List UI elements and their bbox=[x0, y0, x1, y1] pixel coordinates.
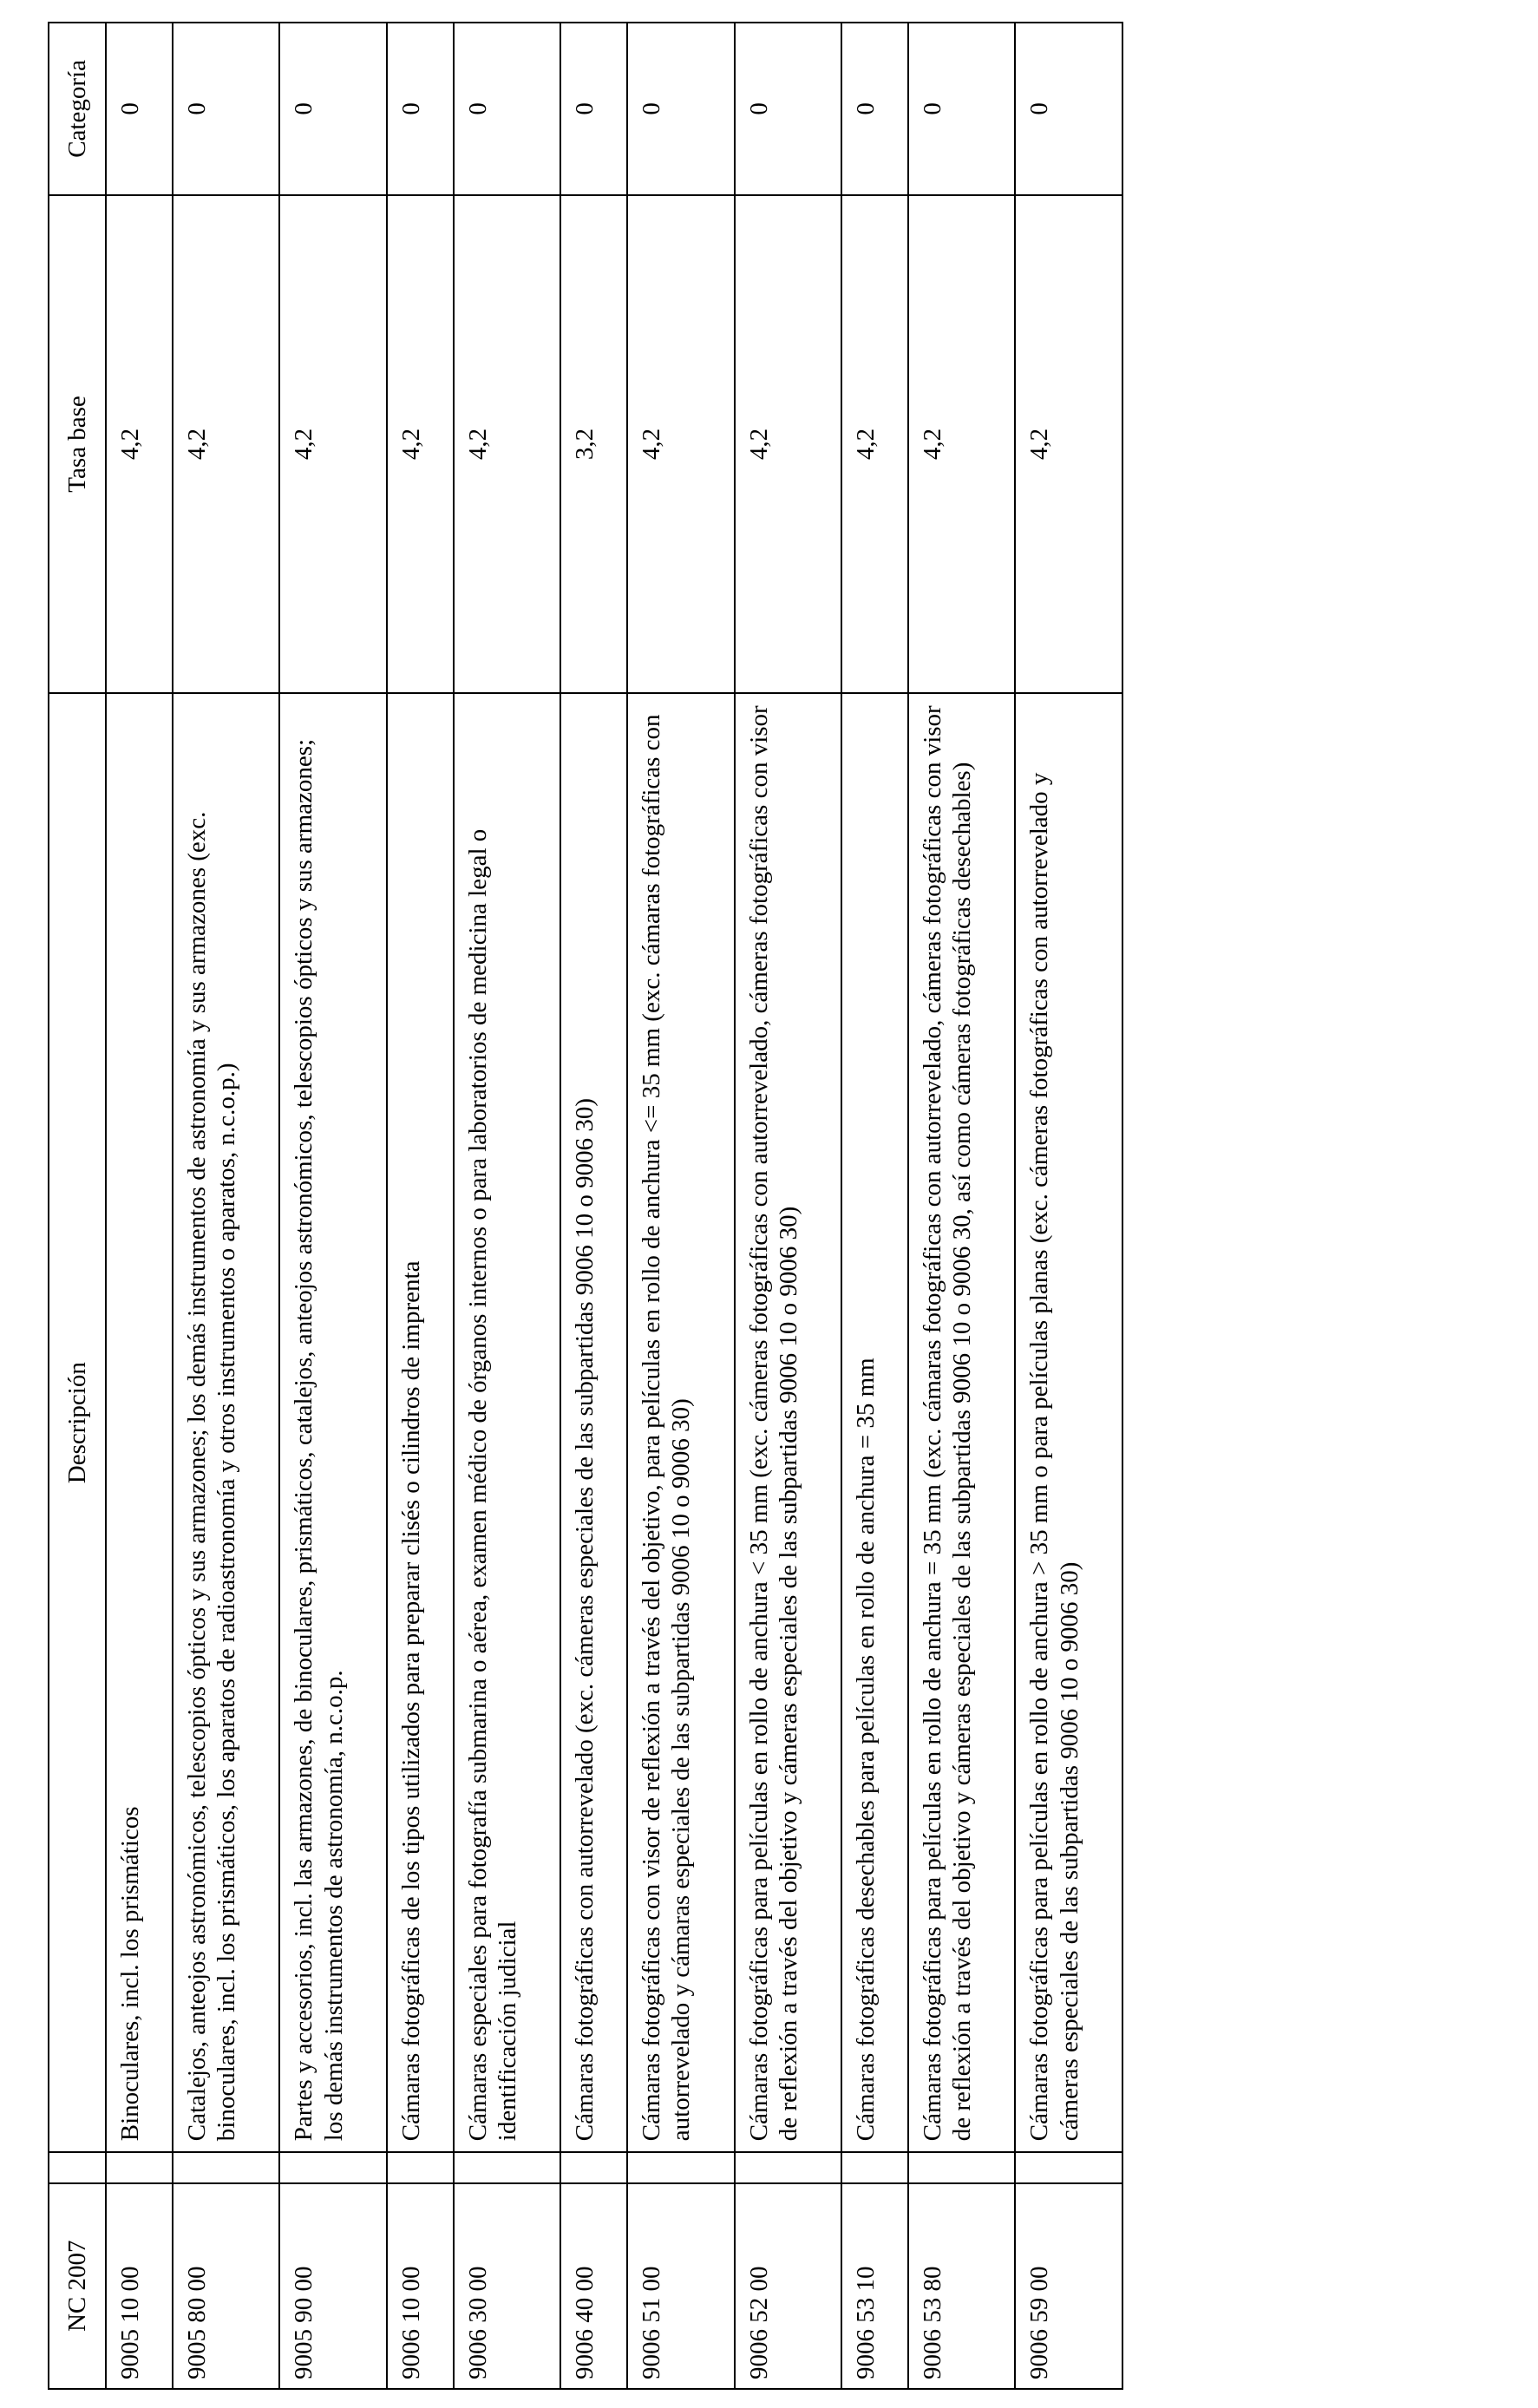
cell-tasa-base: 4,2 bbox=[735, 195, 842, 693]
cell-description: Cámaras fotográficas para películas en rollo de anchura > 35 mm o para películas planas (exc. cámeras fotográficas con autorrevelado y cámeras especiales de las subpartidas 9006 10 o 9006 30) bbox=[1015, 693, 1122, 2152]
cell-nc-code: 9005 80 00 bbox=[173, 2183, 280, 2389]
header-descripcion: Descripción bbox=[49, 693, 106, 2152]
cell-gap bbox=[1015, 2152, 1122, 2182]
cell-gap bbox=[560, 2152, 627, 2182]
header-nc-2007: NC 2007 bbox=[49, 2183, 106, 2389]
table-row bbox=[1015, 23, 1122, 2389]
cell-nc-code: 9006 40 00 bbox=[560, 2183, 627, 2389]
cell-categoria: 0 bbox=[560, 23, 627, 195]
cell-description: Cámaras especiales para fotografía submarina o aérea, examen médico de órganos internos o para laboratorios de medicina legal o identificación judicial bbox=[454, 693, 561, 2152]
cell-gap bbox=[908, 2152, 1016, 2182]
cell-gap bbox=[173, 2152, 280, 2182]
cell-tasa-base: 4,2 bbox=[841, 195, 908, 693]
cell-nc-code: 9005 10 00 bbox=[106, 2183, 173, 2389]
cell-gap bbox=[106, 2152, 173, 2182]
cell-tasa-base: 4,2 bbox=[454, 195, 561, 693]
cell-nc-code: 9006 51 00 bbox=[627, 2183, 735, 2389]
table-row bbox=[841, 23, 908, 2389]
cell-nc-code: 9006 30 00 bbox=[454, 2183, 561, 2389]
cell-categoria: 0 bbox=[106, 23, 173, 195]
cell-categoria: 0 bbox=[841, 23, 908, 195]
rotated-page bbox=[48, 22, 1123, 2390]
header-gap bbox=[49, 2152, 106, 2182]
cell-nc-code: 9006 53 10 bbox=[841, 2183, 908, 2389]
table-row bbox=[387, 23, 454, 2389]
header-tasa-base: Tasa base bbox=[49, 195, 106, 693]
cell-description: Catalejos, anteojos astronómicos, telescopios ópticos y sus armazones; los demás instrumentos de astronomía y sus armazones (exc. binoculares, incl. los prismáticos, los aparatos de radioastronomía y otros instrumentos o aparatos, n.c.o.p.) bbox=[173, 693, 280, 2152]
cell-description: Cámaras fotográficas de los tipos utilizados para preparar clisés o cilindros de imprenta bbox=[387, 693, 454, 2152]
cell-description: Partes y accesorios, incl. las armazones, de binoculares, prismáticos, catalejos, anteojos astronómicos, telescopios ópticos y sus armazones; los demás instrumentos de astronomía, n.c.o.p. bbox=[279, 693, 387, 2152]
cell-description: Cámaras fotográficas con autorrevelado (exc. cámeras especiales de las subpartidas 9006 10 o 9006 30) bbox=[560, 693, 627, 2152]
cell-tasa-base: 4,2 bbox=[106, 195, 173, 693]
cell-tasa-base: 4,2 bbox=[173, 195, 280, 693]
table-header-row bbox=[49, 23, 106, 2389]
cell-tasa-base: 4,2 bbox=[627, 195, 735, 693]
cell-description: Cámaras fotográficas para películas en rollo de anchura = 35 mm (exc. cámaras fotográficas con autorrevelado, cámeras fotográficas con visor de reflexión a través del objetivo y cámeras especiales de las subpartidas 9006 10 o 9006 30, así como cámeras fotográficas desechables) bbox=[908, 693, 1016, 2152]
cell-nc-code: 9006 53 80 bbox=[908, 2183, 1016, 2389]
cell-gap bbox=[279, 2152, 387, 2182]
cell-tasa-base: 4,2 bbox=[279, 195, 387, 693]
cell-gap bbox=[387, 2152, 454, 2182]
cell-gap bbox=[735, 2152, 842, 2182]
cell-tasa-base: 4,2 bbox=[387, 195, 454, 693]
cell-nc-code: 9006 52 00 bbox=[735, 2183, 842, 2389]
cell-categoria: 0 bbox=[454, 23, 561, 195]
cell-tasa-base: 4,2 bbox=[908, 195, 1016, 693]
tariff-table bbox=[48, 22, 1123, 2390]
cell-gap bbox=[627, 2152, 735, 2182]
cell-categoria: 0 bbox=[173, 23, 280, 195]
table-row bbox=[454, 23, 561, 2389]
table-row bbox=[106, 23, 173, 2389]
header-categoria: Categoría bbox=[49, 23, 106, 195]
cell-description: Cámaras fotográficas con visor de reflexión a través del objetivo, para películas en rollo de anchura <= 35 mm (exc. cámaras fotográficas con autorrevelado y cámaras especiales de las subpartidas 9006 10 o 9006 30) bbox=[627, 693, 735, 2152]
cell-categoria: 0 bbox=[735, 23, 842, 195]
table-body bbox=[106, 23, 1122, 2389]
cell-gap bbox=[454, 2152, 561, 2182]
cell-gap bbox=[841, 2152, 908, 2182]
cell-description: Binoculares, incl. los prismáticos bbox=[106, 693, 173, 2152]
table-row bbox=[735, 23, 842, 2389]
cell-nc-code: 9006 59 00 bbox=[1015, 2183, 1122, 2389]
cell-categoria: 0 bbox=[908, 23, 1016, 195]
table-row bbox=[560, 23, 627, 2389]
cell-categoria: 0 bbox=[627, 23, 735, 195]
table-row bbox=[908, 23, 1016, 2389]
table-row bbox=[173, 23, 280, 2389]
table-row bbox=[279, 23, 387, 2389]
cell-nc-code: 9006 10 00 bbox=[387, 2183, 454, 2389]
cell-description: Cámaras fotográficas desechables para películas en rollo de anchura = 35 mm bbox=[841, 693, 908, 2152]
cell-categoria: 0 bbox=[1015, 23, 1122, 195]
cell-tasa-base: 3,2 bbox=[560, 195, 627, 693]
cell-nc-code: 9005 90 00 bbox=[279, 2183, 387, 2389]
cell-description: Cámaras fotográficas para películas en rollo de anchura < 35 mm (exc. cámeras fotográficas con autorrevelado, cámeras fotográficas con visor de reflexión a través del objetivo y cámeras especiales de las subpartidas 9006 10 o 9006 30) bbox=[735, 693, 842, 2152]
cell-categoria: 0 bbox=[279, 23, 387, 195]
table-row bbox=[627, 23, 735, 2389]
cell-tasa-base: 4,2 bbox=[1015, 195, 1122, 693]
cell-categoria: 0 bbox=[387, 23, 454, 195]
